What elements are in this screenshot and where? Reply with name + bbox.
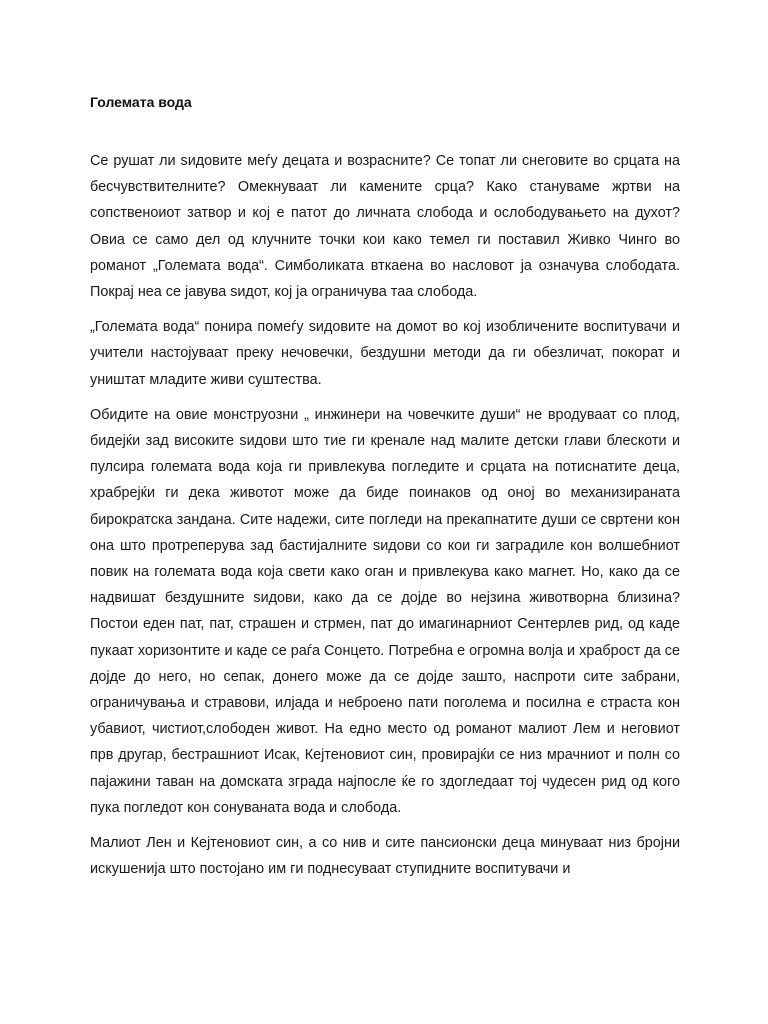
- paragraph-1: Се рушат ли ѕидовите меѓу децата и возрасните? Се топат ли снеговите во срцата на бесчувствителните? Омекнуваат ли камените срца? Како стануваме жртви на сопственоиот затвор и кој е патот до личната слобода и ослободувањето на духот? Овиа се само дел од клучните точки кои како темел ги поставил Живко Чинго во романот „Големата вода“. Симболиката вткаена во насловот ја означува слободата. Покрај неа се јавува ѕидот, кој ја ограничува таа слобода.: [90, 153, 680, 301]
- document-body: [90, 92, 680, 891]
- document-title: Големата вода: [90, 94, 192, 110]
- paragraph-3: Обидите на овие монструозни „ инжинери на човечките души“ не вродуваат со плод, бидејќи зад високите ѕидови што тие ги кренале над малите детски глави блескоти и пулсира големата вода која ги привлекува погледите и срцата на потиснатите деца, храбрејќи ги дека животот може да биде поинаков од оној во механизираната бирократска зандана. Сите надежи, сите погледи на прекапнатите души се свртени кон она што протреперува зад бастијалните ѕидови со кои ги заградиле кон волшебниот повик на големата вода која свети како оган и привлекува како магнет. Но, како да се надвишат бездушните ѕидови, како да се дојде во нејзина животворна близина? Постои еден пат, пат, страшен и стрмен, пат до имагинарниот Сентерлев рид, од каде пукаат хоризонтите и каде се раѓа Сонцето. Потребна е огромна волја и храброст да се дојде до него, но сепак, донего може да се дојде зашто, наспроти сите забрани, ограничувања и стравови, илјада и неброено пати поголема и посилна е страста кон убавиот, чистиот,слободен живот. На едно место од романот малиот Лем и неговиот прв другар, бестрашниот Исак, Кејтеновиот син, провирајќи се низ мрачниот и полн со пајажини таван на домската зграда најпосле ќе го здогледаат тој чудесен рид од кого пука погледот кон сонуваната вода и слобода.: [90, 406, 680, 816]
- paragraph-2: „Големата вода“ понира помеѓу ѕидовите на домот во кој изобличените воспитувачи и учители настојуваат преку нечовечки, бездушни методи да ги обезличат, покорат и уништат младите живи суштества.: [90, 319, 680, 388]
- paragraph-4: Малиот Лен и Кејтеновиот син, а со нив и сите пансионски деца минуваат низ бројни искушенија што постојано им ги поднесуваат ступидните воспитувачи и: [90, 835, 680, 878]
